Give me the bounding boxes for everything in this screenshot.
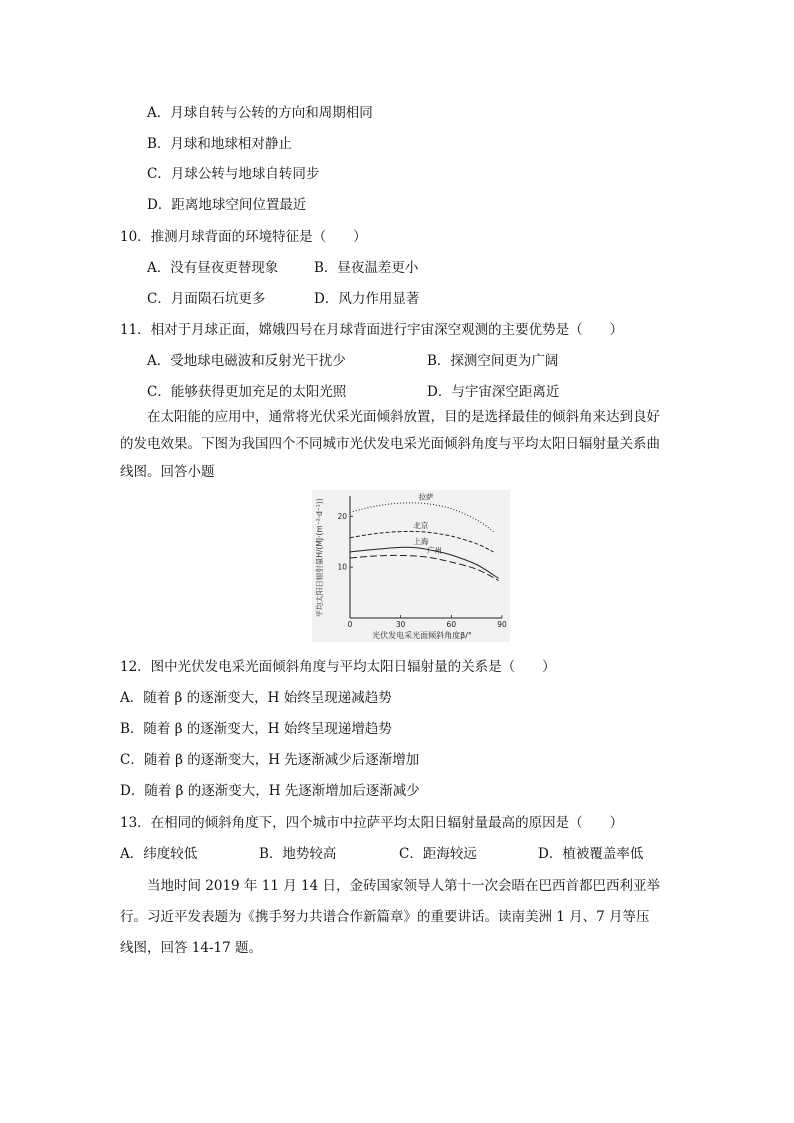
series-label-拉萨: 拉萨 xyxy=(418,492,434,502)
q13-stem: 13．在相同的倾斜角度下，四个城市中拉萨平均太阳日辐射量最高的原因是（ ） xyxy=(120,815,624,831)
passage2-line-1: 当地时间 2019 年 11 月 14 日，金砖国家领导人第十一次会晤在巴西首都巴西利亚举 xyxy=(147,878,660,894)
q13-option-b: B．地势较高 xyxy=(259,846,337,862)
series-label-北京: 北京 xyxy=(413,521,429,531)
q10-options-row-1 xyxy=(147,258,547,278)
x-tick-label: 60 xyxy=(446,620,457,629)
q11-option-b: B．探测空间更为广阔 xyxy=(427,353,559,369)
q11-options-row-1 xyxy=(147,351,647,371)
series-label-广州: 广州 xyxy=(426,546,442,555)
q9-option-b: B．月球和地球相对静止 xyxy=(147,136,292,152)
q10-options-row-2 xyxy=(147,289,547,309)
q10-option-d: D．风力作用显著 xyxy=(314,291,420,307)
q13-option-d: D．植被覆盖率低 xyxy=(538,846,644,862)
x-axis-label: 光伏发电采光面倾斜角度β/° xyxy=(372,631,472,640)
y-axis-label xyxy=(314,498,324,617)
series-label-上海: 上海 xyxy=(413,536,429,546)
q11-option-d: D．与宇宙深空距离近 xyxy=(427,384,560,400)
series-line-广州 xyxy=(350,555,499,580)
q9-option-c: C．月球公转与地球自转同步 xyxy=(147,166,320,182)
radiation-chart xyxy=(312,490,510,642)
y-tick-label: 20 xyxy=(337,511,347,521)
passage1-line-2: 的发电效果。下图为我国四个不同城市光伏发电采光面倾斜角度与平均太阳日辐射量关系曲 xyxy=(120,436,660,452)
passage2-line-2: 行。习近平发表题为《携手努力共谱合作新篇章》的重要讲话。读南美洲 1 月、7 月等压 xyxy=(120,909,650,925)
series-line-上海 xyxy=(350,547,499,578)
x-tick-label: 0 xyxy=(347,620,353,629)
q11-option-c: C．能够获得更加充足的太阳光照 xyxy=(147,384,347,400)
q10-option-a: A．没有昼夜更替现象 xyxy=(147,260,279,276)
y-tick-label: 10 xyxy=(337,562,347,572)
q12-option-b: B．随着 β 的逐渐变大，H 始终呈现递增趋势 xyxy=(120,721,392,737)
svg-text:平均太阳日辐射量H/(MJ·(m⁻²·d⁻¹)): 平均太阳日辐射量H/(MJ·(m⁻²·d⁻¹)) xyxy=(315,498,324,618)
q11-option-a: A．受地球电磁波和反射光干扰少 xyxy=(147,353,346,369)
x-tick-label: 30 xyxy=(395,620,406,629)
q13-options-row xyxy=(120,844,680,864)
q12-option-a: A．随着 β 的逐渐变大，H 始终呈现递减趋势 xyxy=(120,690,392,706)
q10-option-b: B．昼夜温差更小 xyxy=(314,260,419,276)
q12-option-d: D．随着 β 的逐渐变大，H 先逐渐增加后逐渐减少 xyxy=(120,783,420,799)
q13-option-c: C．距海较远 xyxy=(399,846,477,862)
q9-option-d: D．距离地球空间位置最近 xyxy=(147,197,307,213)
q13-option-a: A．纬度较低 xyxy=(120,846,198,862)
x-tick-label: 90 xyxy=(497,620,507,629)
q10-stem: 10．推测月球背面的环境特征是（ ） xyxy=(120,229,367,245)
q11-stem: 11．相对于月球正面，嫦娥四号在月球背面进行宇宙深空观测的主要优势是（ ） xyxy=(120,322,624,338)
q11-options-row-2 xyxy=(147,382,647,402)
q10-option-c: C．月面陨石坑更多 xyxy=(147,291,266,307)
q9-option-a: A．月球自转与公转的方向和周期相同 xyxy=(147,105,373,121)
radiation-chart-svg xyxy=(312,490,510,642)
passage1-line-3: 线图。回答小题 xyxy=(120,464,215,480)
passage1-line-1: 在太阳能的应用中，通常将光伏采光面倾斜放置，目的是选择最佳的倾斜角来达到良好 xyxy=(147,409,660,425)
passage2-line-3: 线图，回答 14-17 题。 xyxy=(120,940,263,956)
q12-stem: 12．图中光伏发电采光面倾斜角度与平均太阳日辐射量的关系是（ ） xyxy=(120,659,556,675)
q12-option-c: C．随着 β 的逐渐变大，H 先逐渐减少后逐渐增加 xyxy=(120,752,420,768)
